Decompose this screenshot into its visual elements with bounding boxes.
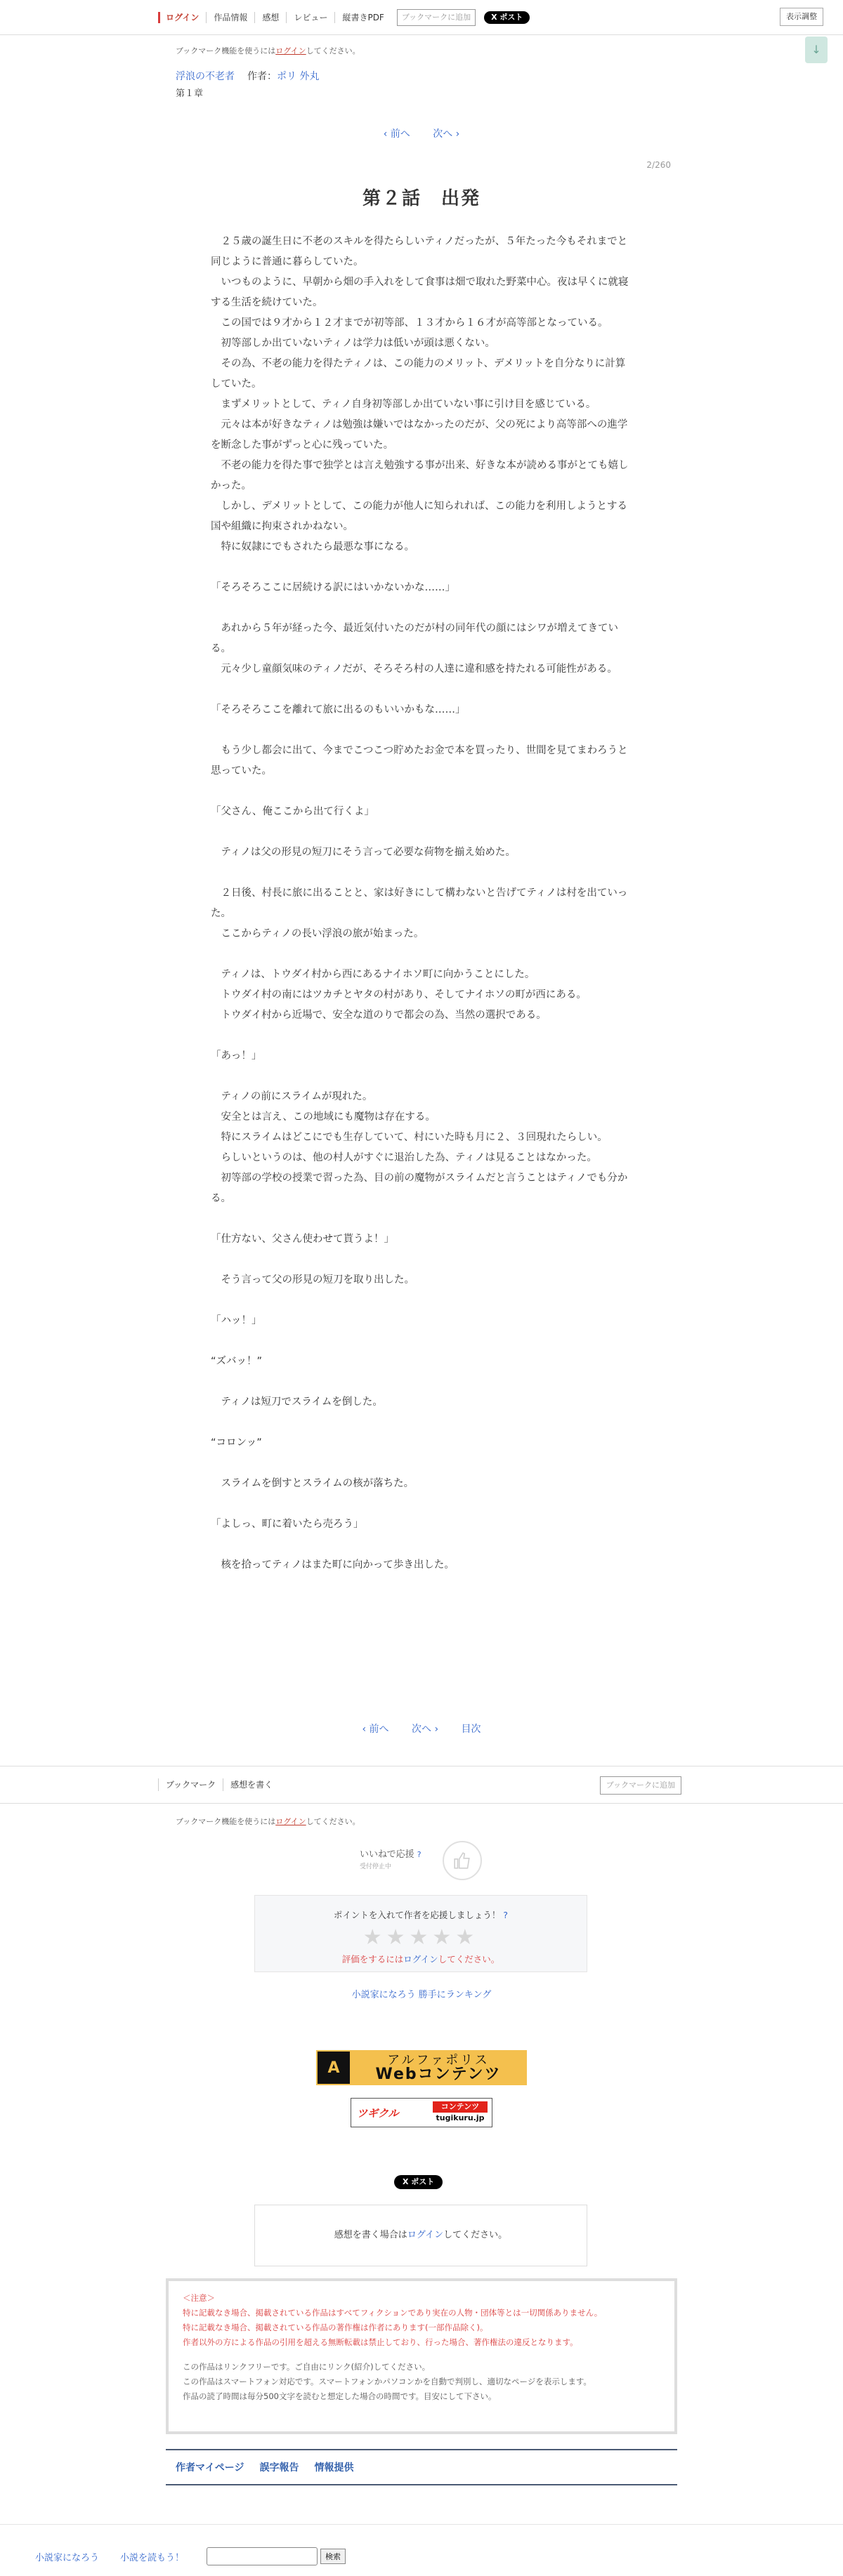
notice-spacer [183, 2350, 660, 2360]
alphapolis-line1: アルファポリス [387, 2053, 490, 2068]
nav-vertical-pdf-link[interactable]: 縦書きPDF [334, 12, 391, 23]
blank-line [211, 863, 632, 883]
like-status: 受付停止中 [360, 1863, 392, 1870]
impression-login-box [254, 2205, 587, 2266]
novel-line: 初等部の学校の授業で習った為、目の前の魔物がスライムだと言うことはティノでも分かる。 [211, 1173, 628, 1204]
blank-line [211, 1066, 632, 1087]
novel-line: らしいというのは、他の村人がすぐに退治した為、ティノは見ることはなかった。 [211, 1152, 597, 1163]
novel-line: しかし、デメリットとして、この能力が他人に知られれば、この能力を利用しようとする国や組織に拘束されかねない。 [211, 501, 628, 532]
notice-heading: ＜注意＞ [183, 2293, 215, 2303]
display-settings-button[interactable]: 表示調整 [780, 8, 823, 26]
novel-line: 「そろそろここに居続ける訳にはいかないかな……」 [211, 582, 455, 593]
notice-line: この作品はリンクフリーです。ご自由にリンク(紹介)してください。 [183, 2362, 431, 2372]
novel-line: スライムを倒すとスライムの核が落ちた。 [211, 1478, 414, 1489]
bookmark-note-prefix: ブックマーク機能を使うには [176, 1817, 276, 1826]
bookmark-note-bottom [176, 1816, 360, 1827]
author-label: 作者： [247, 71, 277, 82]
blank-line [211, 680, 632, 700]
novel-line: 不老の能力を得た事で独学とは言え勉強する事が出来、好きな本が読める事がとても嬉しかった。 [211, 460, 629, 491]
novel-line: 核を拾ってティノはまた町に向かって歩き出した。 [211, 1559, 455, 1571]
novel-line: ティノは、トウダイ村から西にあるナイホソ町に向かうことにした。 [211, 969, 535, 980]
episode-title: 第２話 出発 [362, 188, 481, 209]
novel-line: 「あっ！」 [211, 1050, 262, 1062]
blank-line [211, 822, 632, 843]
bookmark-add-button[interactable]: ブックマークに追加 [397, 9, 476, 26]
novel-line: いつものように、早朝から畑の手入れをして食事は畑で取れた野菜中心。夜は早くに就寝する生活を続けていた。 [211, 277, 629, 308]
novel-line: ここからティノの長い浮浪の旅が始まった。 [211, 928, 424, 939]
like-label: いいねで応援 [360, 1849, 414, 1860]
alphapolis-line2: Webコンテンツ [375, 2066, 502, 2083]
blank-line [211, 720, 632, 741]
novel-line: 「よしっ、町に着いたら売ろう」 [211, 1519, 364, 1530]
novel-line: 「仕方ない、父さん使わせて貰うよ！」 [211, 1234, 394, 1245]
novel-line: 「ハッ！」 [211, 1315, 262, 1326]
novel-line: トウダイ村の南にはツカチとヤタの村があり、そしてナイホソの町が西にある。 [211, 989, 587, 1000]
site-footer-links [35, 2547, 346, 2565]
blank-line [211, 1290, 632, 1311]
bookmark-note-prefix: ブックマーク機能を使うには [176, 46, 276, 55]
bookmark-note-login-link[interactable]: ログイン [275, 1817, 306, 1826]
nav-impressions-link[interactable]: 感想 [254, 12, 286, 23]
typo-report-link[interactable]: 誤字報告 [259, 2462, 299, 2473]
novel-line: ２５歳の誕生日に不老のスキルを得たらしいティノだったが、５年たった今もそれまでと同じように普通に暮らしていた。 [211, 236, 628, 267]
novel-line: ティノは父の形見の短刀にそう言って必要な荷物を揃え始めた。 [211, 847, 516, 858]
novel-line: この国では９才から１２才までが初等部、１３才から１６才が高等部となっている。 [211, 317, 608, 329]
blank-line [211, 1209, 632, 1229]
bookmark-note-suffix: してください。 [306, 46, 360, 55]
bookmark-note [176, 45, 360, 56]
x-post-button[interactable]: X ポスト [484, 11, 530, 24]
notice-line: 特に記載なき場合、掲載されている作品はすべてフィクションであり実在の人物・団体等とは一切関係ありません。 [183, 2308, 603, 2318]
novel-line: もう少し都会に出て、今までこつこつ貯めたお金で本を買ったり、世間を見てまわろうと思っていた。 [211, 745, 628, 777]
novel-line: そう言って父の形見の短刀を取り出した。 [211, 1274, 414, 1286]
footer-bookmark-link[interactable]: ブックマーク [158, 1778, 223, 1791]
novel-line: 特にスライムはどこにでも生存していて、村にいた時も月に２、３回現れたらしい。 [211, 1132, 608, 1143]
top-navigation [0, 0, 843, 35]
blank-line [211, 598, 632, 619]
notice-line: 特に記載なき場合、掲載されている作品の著作権は作者にあります(一部作品除く)。 [183, 2323, 488, 2332]
top-pager [0, 126, 843, 140]
novel-line: ティノの前にスライムが現れた。 [211, 1091, 373, 1102]
alphapolis-banner[interactable] [316, 2050, 527, 2085]
blank-line [211, 557, 632, 578]
blank-line [211, 1331, 632, 1352]
notice-line: この作品はスマートフォン対応です。スマートフォンかパソコンかを自動で判別し、適切なページを表示します。 [183, 2377, 592, 2386]
notice-line: 作品の読了時間は毎分500文字を読むと想定した場合の時間です。目安にして下さい。 [183, 2391, 497, 2401]
novel-line: 特に奴隷にでもされたら最悪な事になる。 [211, 541, 414, 553]
search-button[interactable]: 検索 [320, 2549, 346, 2564]
chapter-label: 第１章 [176, 88, 204, 99]
blank-line [211, 1535, 632, 1555]
rating-login-prefix: 評価をするには [341, 1954, 404, 1964]
footer-write-impression-link[interactable]: 感想を書く [223, 1778, 280, 1791]
novel-line: 「そろそろここを離れて旅に出るのもいいかもな……」 [211, 704, 466, 715]
prev-page-link[interactable]: ‹ 前へ [383, 128, 410, 140]
yomou-link[interactable]: 小説を読もう！ [120, 2552, 185, 2563]
nav-login-link[interactable]: ログイン [158, 12, 206, 23]
footer-action-bar [0, 1766, 843, 1804]
bottom-pager [0, 1722, 843, 1736]
ranking-link[interactable]: 小説家になろう 勝手にランキング [351, 1990, 492, 2000]
blank-line [211, 1372, 632, 1392]
novel-line: “コロンッ” [211, 1437, 262, 1448]
table-of-contents-link[interactable]: 目次 [461, 1724, 481, 1735]
nav-work-info-link[interactable]: 作品情報 [206, 12, 254, 23]
next-page-link[interactable]: 次へ › [433, 128, 460, 140]
rating-box [254, 1895, 587, 1972]
syosetu-home-link[interactable]: 小説家になろう [35, 2552, 100, 2563]
nav-review-link[interactable]: レビュー [286, 12, 334, 23]
novel-line: その為、不老の能力を得たティノは、この能力のメリット、デメリットを自分なりに計算していた。 [211, 358, 626, 390]
novel-line: 元々少し童顔気味のティノだが、そろそろ村の人達に違和感を持たれる可能性がある。 [211, 663, 617, 675]
rating-help-icon[interactable]: ? [503, 1910, 509, 1920]
bottom-next-link[interactable]: 次へ › [412, 1724, 439, 1735]
novel-line: まずメリットとして、ティノ自身初等部しか出ていない事に引け目を感じている。 [211, 399, 596, 410]
novel-line: 初等部しか出ていないティノは学力は低いが頭は悪くない。 [211, 338, 495, 349]
alphapolis-logo-icon [318, 2052, 350, 2084]
like-help-icon[interactable]: ? [417, 1850, 422, 1859]
page-count: 2/260 [646, 160, 671, 170]
novel-line: 「父さん、俺ここから出て行くよ」 [211, 806, 374, 817]
x-post-button-bottom[interactable]: X ポスト [394, 2175, 443, 2189]
information-link[interactable]: 情報提供 [314, 2462, 354, 2473]
blank-line [211, 1413, 632, 1433]
tsugikuru-tag: コンテンツ [433, 2101, 488, 2113]
site-footer [0, 2524, 843, 2576]
novel-line: “ズバッ！” [211, 1356, 263, 1367]
rating-stars[interactable]: ★★★★★ [362, 1925, 479, 1950]
novel-line: ティノは短刀でスライムを倒した。 [211, 1396, 383, 1408]
bookmark-note-login-link[interactable]: ログイン [275, 46, 306, 55]
novel-line: 安全とは言え、この地域にも魔物は存在する。 [211, 1111, 436, 1123]
rating-login-link[interactable]: ログイン [403, 1954, 438, 1964]
author-link[interactable]: ポリ 外丸 [277, 71, 320, 82]
blank-line [211, 1250, 632, 1270]
author-mypage-link[interactable]: 作者マイページ [176, 2462, 244, 2473]
alphapolis-logo-mark: A [327, 2059, 340, 2077]
impression-suffix: してください。 [443, 2230, 508, 2240]
search-input[interactable] [207, 2547, 318, 2565]
footer-bookmark-add-button[interactable]: ブックマークに追加 [600, 1776, 681, 1795]
series-title-link[interactable]: 浮浪の不老者 [176, 71, 235, 82]
impression-prefix: 感想を書く場合は [334, 2230, 407, 2240]
tsugikuru-banner[interactable] [351, 2098, 492, 2127]
like-button[interactable] [443, 1841, 482, 1880]
blank-line [211, 1453, 632, 1474]
tsugikuru-brand: ツギクル [357, 2106, 399, 2120]
bookmark-note-suffix: してください。 [306, 1817, 360, 1826]
like-thumb-icon [453, 1851, 471, 1870]
novel-line: あれから５年が経った今、最近気付いたのだが村の同年代の顔にはシワが増えてきている。 [211, 623, 618, 654]
bottom-prev-link[interactable]: ‹ 前へ [362, 1724, 389, 1735]
blank-line [211, 1026, 632, 1046]
notice-box [166, 2278, 677, 2434]
alphapolis-banner-text [350, 2054, 527, 2082]
footer-action-links [158, 1778, 280, 1791]
tsugikuru-domain: tugikuru.jp [436, 2113, 485, 2122]
impression-login-link[interactable]: ログイン [407, 2230, 444, 2240]
notice-line: 作者以外の方による作品の引用を超える無断転載は禁止しており、行った場合、著作権法の違反となります。 [183, 2337, 578, 2347]
blank-line [211, 944, 632, 965]
ranking-link-wrap [0, 1987, 843, 2000]
scroll-down-icon[interactable]: ↓ [805, 37, 828, 63]
novel-line: トウダイ村から近場で、安全な道のりで都会の為、当然の選択である。 [211, 1010, 547, 1021]
rating-title: ポイントを入れて作者を応援しましょう！ [333, 1910, 501, 1920]
rating-login-suffix: してください。 [438, 1954, 500, 1964]
author-links [166, 2449, 677, 2485]
series-info [176, 69, 319, 83]
tsugikuru-banner-right [429, 2101, 492, 2124]
blank-line [211, 781, 632, 802]
novel-line: 元々は本が好きなティノは勉強は嫌いではなかったのだが、父の死により高等部への進学を断念した事がずっと心に残っていた。 [211, 419, 628, 451]
blank-line [211, 1494, 632, 1514]
top-nav-links [158, 8, 530, 27]
novel-line: ２日後、村長に旅に出ることと、家は好きにして構わないと告げてティノは村を出ていった。 [211, 887, 628, 919]
like-support [360, 1847, 422, 1870]
novel-body [211, 232, 632, 1576]
